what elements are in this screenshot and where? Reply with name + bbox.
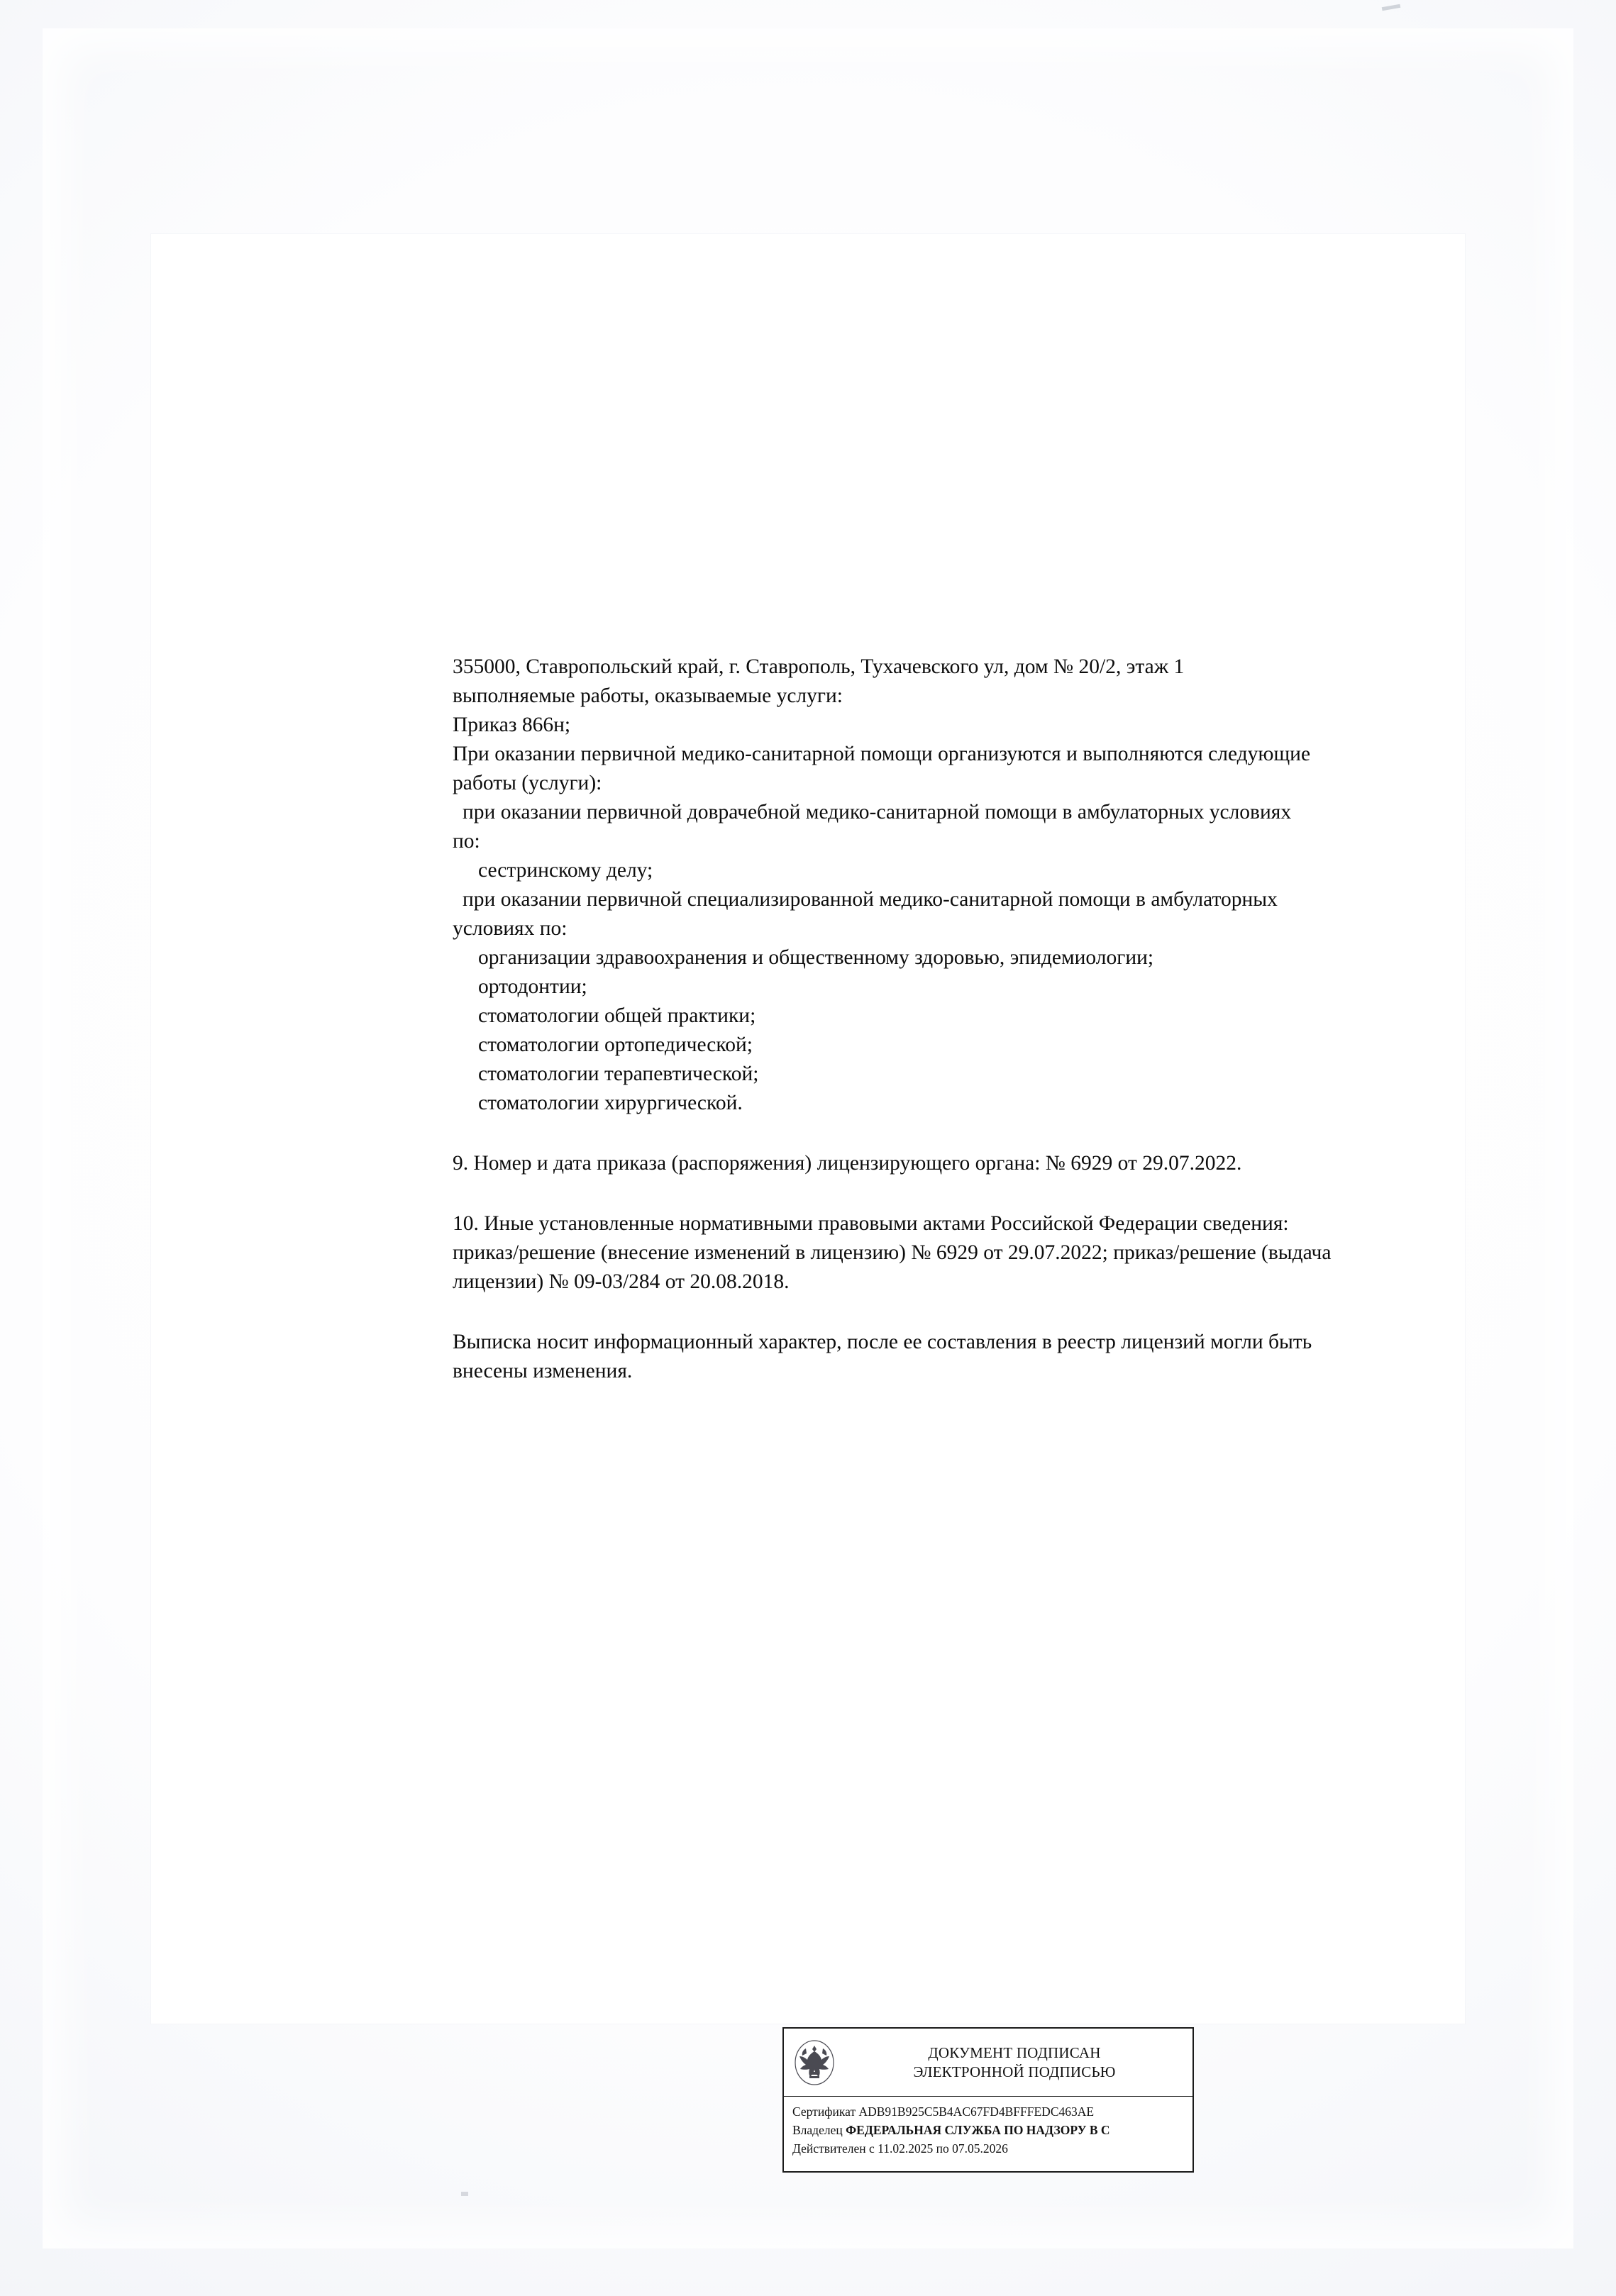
signature-title-line1: ДОКУМЕНТ ПОДПИСАН <box>928 2043 1101 2061</box>
item-10-line2: приказ/решение (внесение изменений в лицензию) № 6929 от 29.07.2022; приказ/решение (выдача <box>453 1241 1332 1264</box>
document-page <box>151 234 1465 2156</box>
spacer-1 <box>453 1118 1467 1149</box>
signature-title-line2: ЭЛЕКТРОННОЙ ПОДПИСЬЮ <box>913 2063 1116 2080</box>
signature-stamp-title <box>845 2043 1192 2082</box>
prehospital-line1: при оказании первичной доврачебной медико-санитарной помощи в амбулаторных условиях <box>463 801 1292 823</box>
validity-from: 11.02.2025 <box>878 2141 934 2156</box>
specialized-item-2: стоматологии общей практики; <box>478 1004 756 1027</box>
specialized-line2: условиях по: <box>453 917 568 940</box>
owner-value: ФЕДЕРАЛЬНАЯ СЛУЖБА ПО НАДЗОРУ В С <box>846 2123 1110 2137</box>
order-line: Приказ 866н; <box>453 714 571 736</box>
informational-note-line2: внесены изменения. <box>453 1360 633 1382</box>
validity-line <box>792 2139 1185 2158</box>
signature-stamp-header <box>784 2029 1192 2097</box>
specialized-item-1: ортодонтии; <box>478 975 587 998</box>
certificate-line <box>792 2102 1185 2121</box>
specialized-item-5: стоматологии хирургической. <box>478 1092 743 1114</box>
prehospital-item-nursing: сестринскому делу; <box>478 859 653 882</box>
specialized-item-4: стоматологии терапевтической; <box>478 1063 759 1085</box>
primary-care-intro-line1: При оказании первичной медико-санитарной помощи организуются и выполняются следующие <box>453 743 1311 765</box>
certificate-value: ADB91B925C5B4AC67FD4BFFFEDC463AE <box>858 2104 1095 2119</box>
signature-stamp-details <box>784 2097 1192 2158</box>
works-header: выполняемые работы, оказываемые услуги: <box>453 684 843 707</box>
specialized-item-3: стоматологии ортопедической; <box>478 1033 753 1056</box>
double-headed-eagle-emblem-icon <box>784 2039 845 2086</box>
item-9-order-number-date: 9. Номер и дата приказа (распоряжения) лицензирующего органа: № 6929 от 29.07.2022. <box>453 1152 1242 1175</box>
owner-label: Владелец <box>792 2123 843 2137</box>
prehospital-line2: по: <box>453 830 480 853</box>
validity-to: 07.05.2026 <box>952 2141 1008 2156</box>
address-line: 355000, Ставропольский край, г. Ставрополь, Тухачевского ул, дом № 20/2, этаж 1 <box>453 655 1185 678</box>
primary-care-intro-line2: работы (услуги): <box>453 772 602 794</box>
specialized-item-0: организации здравоохранения и общественному здоровью, эпидемиологии; <box>478 946 1154 969</box>
document-text-body <box>453 653 1467 1386</box>
validity-label: Действителен с <box>792 2141 875 2156</box>
item-10-line1: 10. Иные установленные нормативными правовыми актами Российской Федерации сведения: <box>453 1212 1289 1235</box>
certificate-label: Сертификат <box>792 2104 856 2119</box>
informational-note-line1: Выписка носит информационный характер, после ее составления в реестр лицензий могли быть <box>453 1331 1312 1353</box>
electronic-signature-stamp <box>782 2027 1194 2173</box>
validity-separator: по <box>936 2141 949 2156</box>
owner-line <box>792 2121 1185 2139</box>
scan-artifact-bottom <box>461 2192 468 2196</box>
specialized-line1: при оказании первичной специализированной медико-санитарной помощи в амбулаторных <box>463 888 1278 911</box>
spacer-3 <box>453 1297 1467 1328</box>
item-10-line3: лицензии) № 09-03/284 от 20.08.2018. <box>453 1270 790 1293</box>
spacer-2 <box>453 1178 1467 1209</box>
